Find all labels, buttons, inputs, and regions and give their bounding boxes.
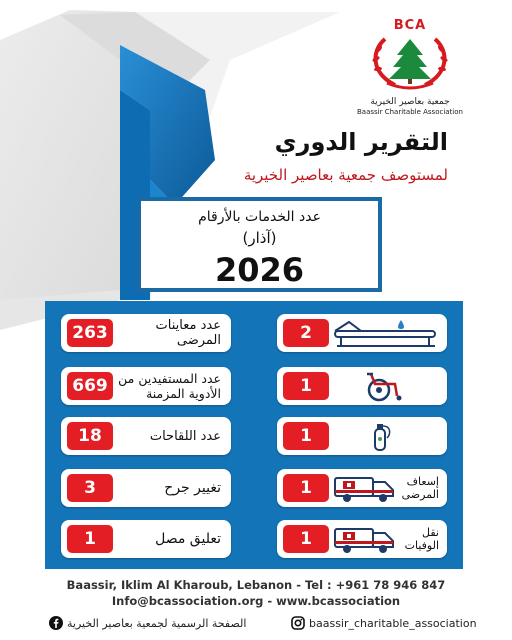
logo-abbreviation: BCA (393, 18, 427, 33)
instagram-icon (291, 616, 305, 630)
instagram-handle: baassir_charitable_association (309, 616, 477, 630)
stat-label: عدد اللقاحات (149, 428, 221, 444)
summary-box (137, 197, 382, 292)
logo-name-english: Baassir Charitable Association (357, 108, 463, 116)
stat-label: إسعاف المرضى (401, 475, 439, 501)
stat-value: 2 (283, 319, 329, 347)
stats-panel (45, 301, 463, 569)
stat-card-oxygen (277, 417, 447, 455)
cedar-wreath-icon (365, 33, 455, 91)
stat-value: 1 (283, 422, 329, 450)
summary-year: 2026 (214, 251, 305, 289)
stat-card-deceased-transport (277, 520, 447, 558)
stat-card-hospital-bed (277, 314, 447, 352)
wheelchair-icon (331, 370, 441, 402)
stat-card-wheelchair (277, 367, 447, 405)
stat-value: 1 (283, 474, 329, 502)
stat-value: 669 (67, 372, 113, 400)
summary-heading: عدد الخدمات بالأرقام (198, 209, 321, 225)
stat-card-ambulance-patients (277, 469, 447, 507)
logo-name-arabic: جمعية بعاصير الخيرية (370, 97, 450, 107)
stat-card-patient-visits (61, 314, 231, 352)
report-subtitle: لمستوصف جمعية بعاصير الخيرية (243, 166, 448, 184)
stat-value: 1 (283, 372, 329, 400)
report-title: التقرير الدوري (274, 128, 448, 156)
stat-value: 3 (67, 474, 113, 502)
facebook-link[interactable] (45, 613, 246, 633)
facebook-handle: الصفحة الرسمية لجمعية بعاصير الخيرية (67, 616, 247, 630)
stat-label: تغيير جرح (164, 479, 221, 496)
stat-value: 263 (67, 319, 113, 347)
stat-label: عدد المستفيدين من الأدوية المزمنة (118, 371, 221, 401)
stat-card-wound-dressing (61, 469, 231, 507)
ambulance-icon (333, 523, 397, 555)
facebook-icon (49, 616, 63, 630)
footer-web: Info@bcassociation.org - www.bcassociation (111, 594, 401, 608)
stat-value: 1 (67, 525, 113, 553)
stat-value: 18 (67, 422, 113, 450)
stat-value: 1 (283, 525, 329, 553)
stat-label: نقل الوفيات (404, 526, 439, 552)
stat-card-chronic-medicine (61, 367, 231, 405)
stat-label: تعليق مصل (155, 530, 221, 547)
stat-label: عدد معاينات المرضى (155, 318, 221, 348)
instagram-link[interactable] (287, 613, 477, 633)
ambulance-icon (333, 472, 397, 504)
footer-address: Baassir, Iklim Al Kharoub, Lebanon - Tel : +961 78 946 847 (66, 578, 446, 592)
oxygen-tank-icon (331, 420, 441, 452)
stat-card-vaccines (61, 417, 231, 455)
summary-month: (آذار) (242, 229, 277, 247)
hospital-bed-icon (331, 317, 441, 349)
stat-card-iv-drip (61, 520, 231, 558)
association-logo (350, 18, 470, 118)
